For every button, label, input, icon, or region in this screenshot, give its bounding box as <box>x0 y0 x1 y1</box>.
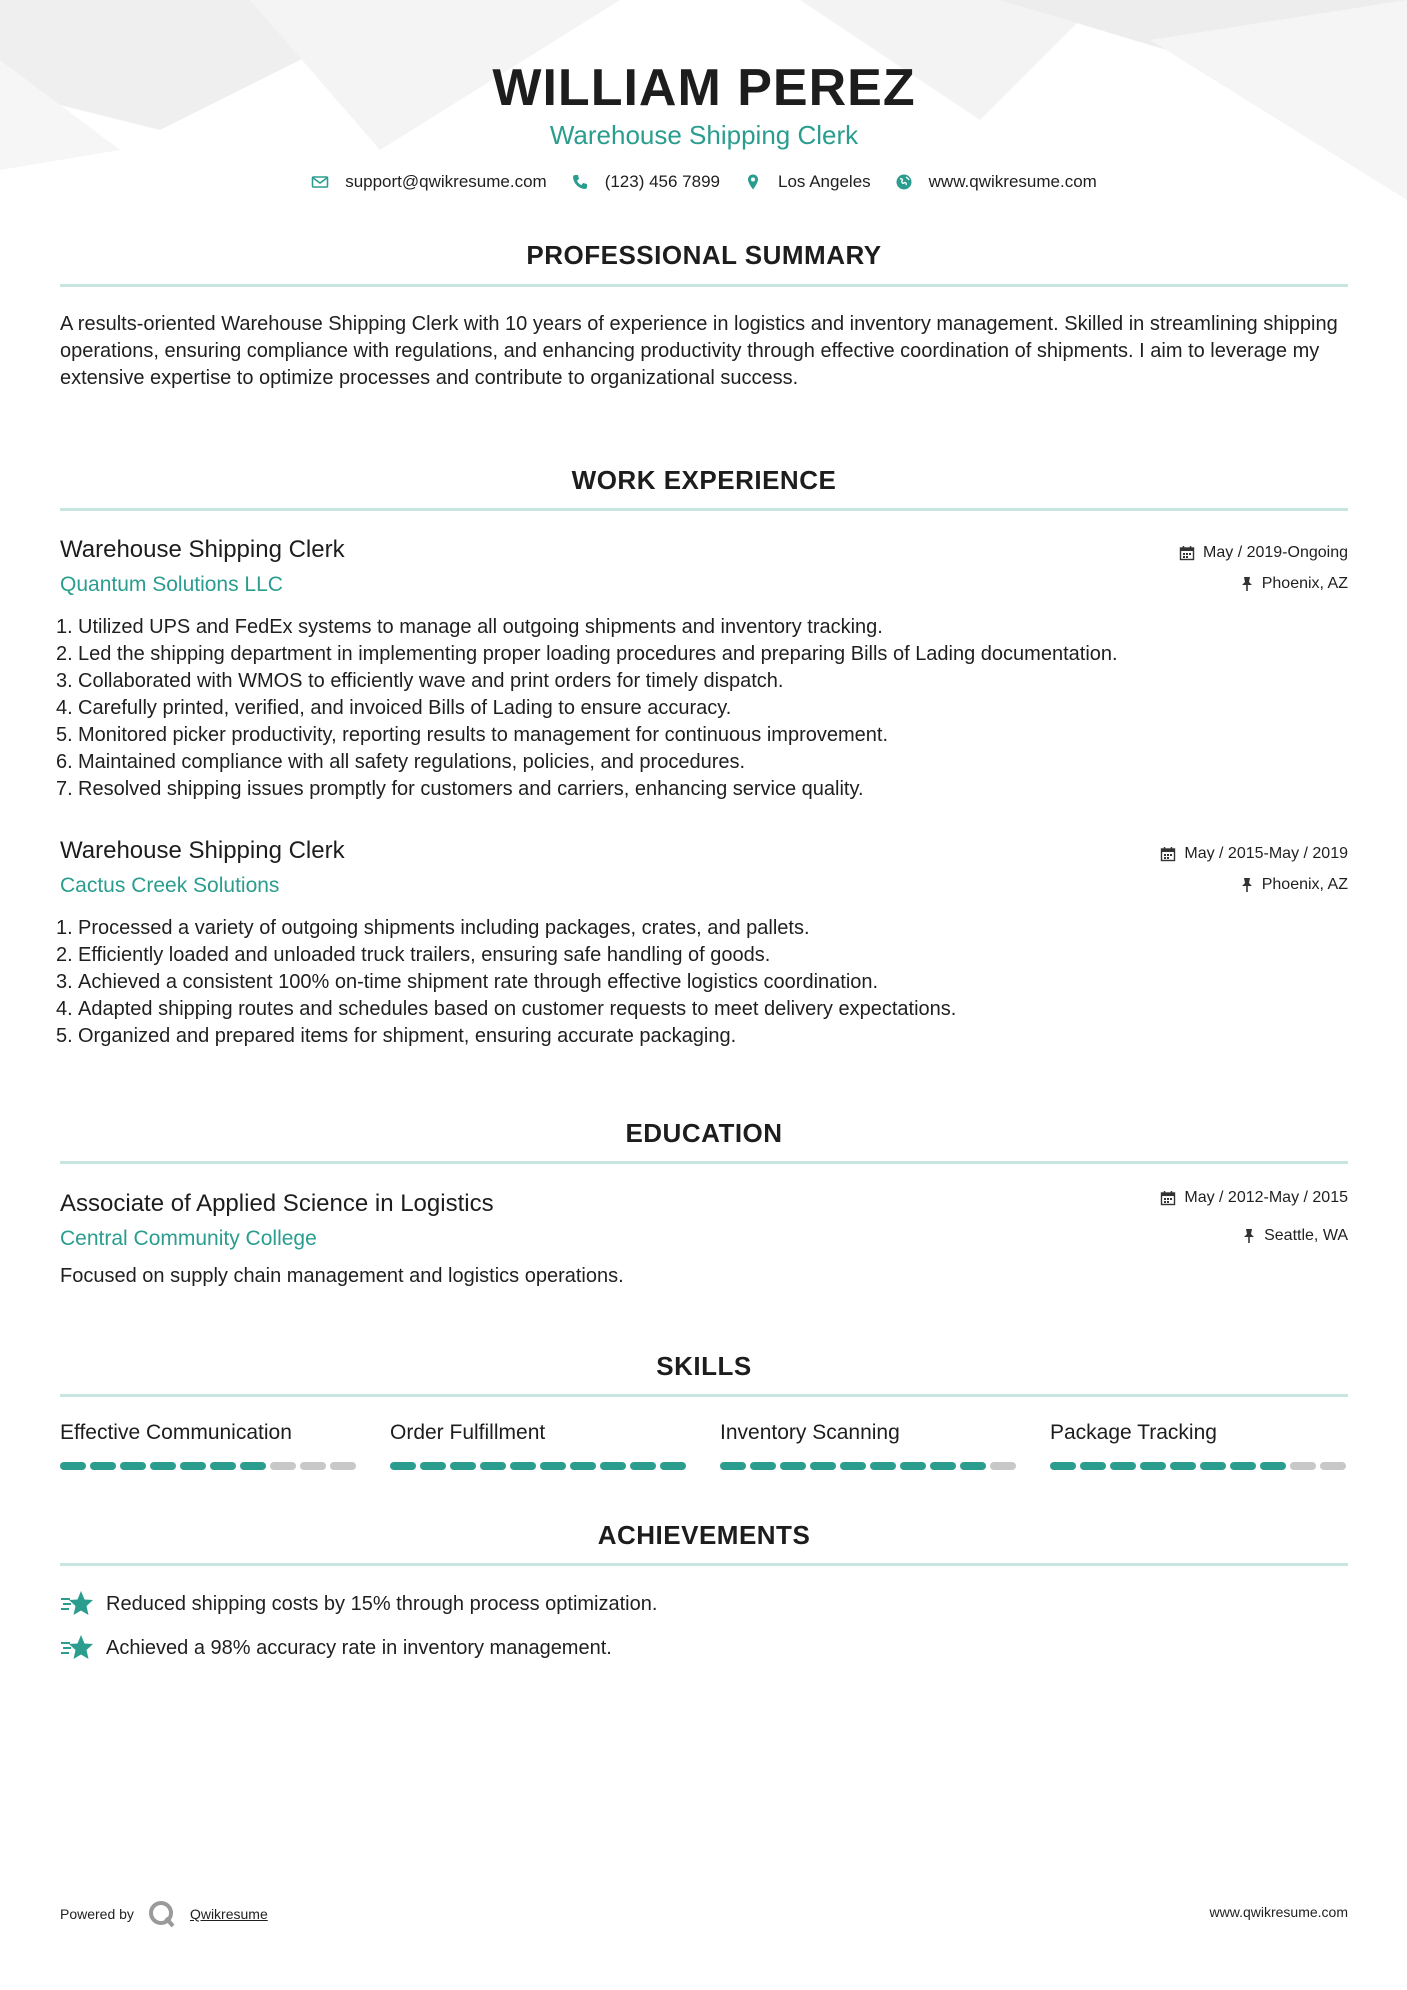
list-item: 3. Collaborated with WMOS to efficiently wave and print orders for timely dispatch. <box>56 670 784 692</box>
phone-icon <box>571 173 589 191</box>
list-item: 3. Achieved a consistent 100% on-time shipment rate through effective logistics coordination. <box>56 971 879 993</box>
skill-item <box>390 1421 690 1445</box>
skill-segment-filled <box>390 1462 416 1470</box>
skill-segment-filled <box>600 1462 626 1470</box>
skill-segment-filled <box>630 1462 656 1470</box>
job-title: Warehouse Shipping Clerk <box>60 837 345 864</box>
list-item: 5. Organized and prepared items for shipment, ensuring accurate packaging. <box>56 1025 737 1047</box>
map-pin-icon <box>744 173 762 191</box>
degree-title: Associate of Applied Science in Logistics <box>60 1190 494 1217</box>
education-heading: EDUCATION <box>625 1118 783 1148</box>
skill-segment-filled <box>930 1462 956 1470</box>
skill-segment-filled <box>780 1462 806 1470</box>
calendar-icon <box>1179 545 1195 561</box>
job-title: Warehouse Shipping Clerk <box>60 536 345 563</box>
skill-segment-filled <box>900 1462 926 1470</box>
skill-segment-empty <box>270 1462 296 1470</box>
skill-segment-filled <box>1110 1462 1136 1470</box>
list-item: 5. Monitored picker productivity, reporting results to management for continuous improvement. <box>56 724 889 746</box>
skill-segment-filled <box>1080 1462 1106 1470</box>
summary-heading: PROFESSIONAL SUMMARY <box>526 240 882 270</box>
footer-website[interactable]: www.qwikresume.com <box>1209 1904 1348 1920</box>
skill-segment-filled <box>240 1462 266 1470</box>
skill-segment-filled <box>870 1462 896 1470</box>
skill-segment-filled <box>210 1462 236 1470</box>
skill-segment-filled <box>450 1462 476 1470</box>
skill-segment-filled <box>570 1462 596 1470</box>
education-description: Focused on supply chain management and logistics operations. <box>60 1265 624 1287</box>
resume-page <box>56 0 1348 1990</box>
skill-segment-filled <box>90 1462 116 1470</box>
skill-segment-filled <box>1170 1462 1196 1470</box>
job-bullets <box>56 614 1346 803</box>
skill-segment-filled <box>180 1462 206 1470</box>
skill-item <box>720 1421 1020 1445</box>
calendar-icon <box>1160 846 1176 862</box>
education-location-text: Seattle, WA <box>1264 1227 1348 1244</box>
skill-segment-filled <box>660 1462 686 1470</box>
achievement-text: Achieved a 98% accuracy rate in inventory management. <box>106 1636 612 1659</box>
list-item: 1. Processed a variety of outgoing shipments including packages, crates, and pallets. <box>56 917 810 939</box>
job-location-text: Phoenix, AZ <box>1261 876 1348 893</box>
skill-label: Package Tracking <box>1050 1421 1217 1444</box>
skill-label: Order Fulfillment <box>390 1421 546 1444</box>
contact-bar <box>60 172 1348 192</box>
education-dates-text: May / 2012-May / 2015 <box>1184 1189 1348 1206</box>
job-dates <box>1179 544 1348 562</box>
skill-segment-filled <box>510 1462 536 1470</box>
skill-segment-empty <box>300 1462 326 1470</box>
skill-level-bar <box>390 1462 686 1470</box>
experience-divider <box>60 508 1348 511</box>
list-item: 1. Utilized UPS and FedEx systems to manage all outgoing shipments and inventory tracking. <box>56 616 883 638</box>
qwikresume-logo-icon <box>148 1900 176 1928</box>
skill-segment-filled <box>480 1462 506 1470</box>
skill-label: Effective Communication <box>60 1421 292 1444</box>
contact-website[interactable] <box>895 172 1097 192</box>
job-company: Quantum Solutions LLC <box>60 573 283 596</box>
skill-segment-filled <box>1200 1462 1226 1470</box>
powered-by-label: Powered by <box>60 1906 134 1922</box>
star-icon <box>60 1633 94 1663</box>
skill-item <box>1050 1421 1350 1445</box>
list-item: 2. Efficiently loaded and unloaded truck trailers, ensuring safe handling of goods. <box>56 944 771 966</box>
achievement-text: Reduced shipping costs by 15% through process optimization. <box>106 1592 658 1615</box>
skill-segment-filled <box>420 1462 446 1470</box>
calendar-icon <box>1160 1190 1176 1206</box>
contact-location <box>744 172 871 192</box>
skill-level-bar <box>1050 1462 1346 1470</box>
achievements-heading: ACHIEVEMENTS <box>597 1520 811 1550</box>
job-dates <box>1160 845 1348 863</box>
pushpin-icon <box>1240 576 1254 592</box>
job-location <box>1240 575 1348 593</box>
skills-divider <box>60 1394 1348 1397</box>
skill-segment-filled <box>1050 1462 1076 1470</box>
globe-icon <box>895 173 913 191</box>
phone-text: (123) 456 7899 <box>604 172 721 191</box>
list-item: 4. Adapted shipping routes and schedules based on customer requests to meet delivery expectations. <box>56 998 957 1020</box>
skill-segment-filled <box>1230 1462 1256 1470</box>
location-text: Los Angeles <box>778 172 871 191</box>
skill-segment-empty <box>990 1462 1016 1470</box>
achievement-item <box>60 1633 612 1663</box>
skill-level-bar <box>60 1462 356 1470</box>
list-item: 6. Maintained compliance with all safety regulations, policies, and procedures. <box>56 751 746 773</box>
skill-segment-filled <box>1260 1462 1286 1470</box>
achievement-item <box>60 1589 657 1619</box>
pushpin-icon <box>1242 1228 1256 1244</box>
education-divider <box>60 1161 1348 1164</box>
summary-text: A results-oriented Warehouse Shipping Clerk with 10 years of experience in logistics and inventory management. Skilled in streamlining shipping operations, ensuring compliance with regulations, and enhancing productivity through effective coordination of shipments. I aim to leverage my extensive expertise to optimize processes and contribute to organizational success. <box>60 313 1338 389</box>
skill-segment-empty <box>1290 1462 1316 1470</box>
skill-item <box>60 1421 360 1445</box>
job-location <box>1240 876 1348 894</box>
achievements-divider <box>60 1563 1348 1566</box>
qwikresume-link[interactable]: Qwikresume <box>189 1906 268 1922</box>
summary-divider <box>60 284 1348 287</box>
skill-segment-filled <box>1140 1462 1166 1470</box>
pushpin-icon <box>1240 877 1254 893</box>
list-item: 2. Led the shipping department in implementing proper loading procedures and preparing Bills of Lading documentation. <box>56 643 1118 665</box>
star-icon <box>60 1589 94 1619</box>
skill-segment-filled <box>120 1462 146 1470</box>
skill-segment-filled <box>720 1462 746 1470</box>
experience-heading: WORK EXPERIENCE <box>571 465 837 495</box>
school-name: Central Community College <box>60 1227 317 1250</box>
education-location <box>1242 1227 1348 1245</box>
skill-segment-empty <box>330 1462 356 1470</box>
candidate-role: Warehouse Shipping Clerk <box>549 120 859 150</box>
list-item: 7. Resolved shipping issues promptly for customers and carriers, enhancing service quality. <box>56 778 864 800</box>
candidate-name: WILLIAM PEREZ <box>492 59 916 117</box>
skill-segment-filled <box>810 1462 836 1470</box>
skill-segment-filled <box>840 1462 866 1470</box>
skill-segment-filled <box>540 1462 566 1470</box>
job-bullets <box>56 915 1346 1050</box>
contact-phone[interactable] <box>571 172 720 192</box>
skill-segment-filled <box>60 1462 86 1470</box>
skill-label: Inventory Scanning <box>720 1421 900 1444</box>
contact-email[interactable] <box>311 172 547 192</box>
skills-heading: SKILLS <box>656 1351 752 1381</box>
envelope-icon <box>311 173 329 191</box>
email-text: support@qwikresume.com <box>345 172 547 191</box>
skill-level-bar <box>720 1462 1016 1470</box>
skill-segment-filled <box>960 1462 986 1470</box>
list-item: 4. Carefully printed, verified, and invoiced Bills of Lading to ensure accuracy. <box>56 697 732 719</box>
skill-segment-filled <box>750 1462 776 1470</box>
job-dates-text: May / 2015-May / 2019 <box>1184 845 1348 862</box>
website-text: www.qwikresume.com <box>928 172 1097 191</box>
skill-segment-filled <box>150 1462 176 1470</box>
job-dates-text: May / 2019-Ongoing <box>1203 544 1348 561</box>
job-location-text: Phoenix, AZ <box>1261 575 1348 592</box>
education-dates <box>1160 1189 1348 1207</box>
skill-segment-empty <box>1320 1462 1346 1470</box>
job-company: Cactus Creek Solutions <box>60 874 280 897</box>
powered-by <box>60 1900 268 1928</box>
